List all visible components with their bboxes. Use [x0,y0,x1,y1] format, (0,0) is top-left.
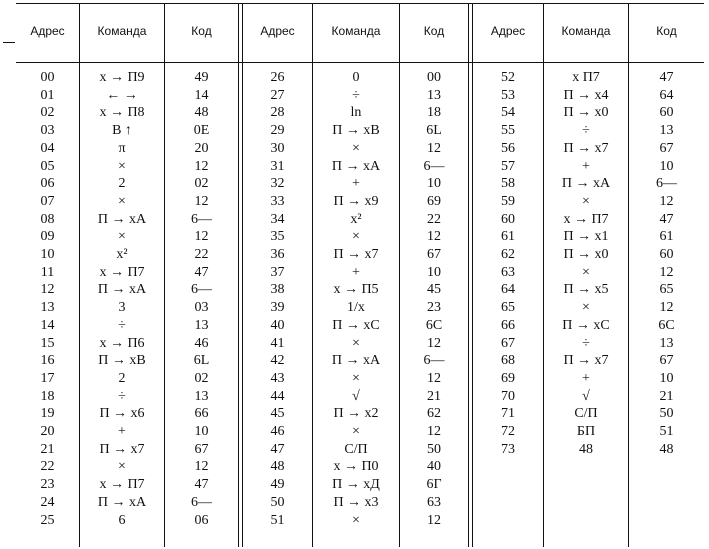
address-cell: 23 [40,477,55,493]
address-cell: 62 [501,247,515,262]
code-cell: 47 [194,477,209,493]
command-cell: БП [576,424,596,439]
code-cell: 12 [659,264,674,280]
command-cell: П → x1 [563,229,609,245]
address-cell: 70 [501,388,515,404]
command-cell: П → xB [98,353,146,369]
code-cell: 6C [658,317,675,333]
code-cell: 12 [659,300,674,316]
command-cell: П → xB [332,123,380,139]
code-cell: 12 [427,335,441,351]
code-cell: 61 [659,229,674,245]
code-cell: 10 [194,424,209,439]
code-cell: 14 [194,87,209,103]
command-cell: ← → [106,87,138,103]
address-cell: 01 [40,87,55,103]
command-cell: × [352,335,360,351]
code-cell: 12 [659,193,674,209]
address-cell: 73 [501,441,515,457]
code-cell: 6— [191,282,212,298]
code-cell: 60 [659,247,674,262]
address-cell: 03 [40,123,55,139]
command-cell: × [352,424,360,439]
command-cell: П → x7 [99,441,145,457]
code-cell: 21 [427,388,441,404]
code-cell: 22 [194,247,209,262]
command-cell: П → x7 [563,353,609,369]
address-cell: 47 [270,441,285,457]
command-cell: × [352,140,360,156]
address-cell: 22 [40,459,55,475]
left-tick [3,42,15,43]
address-cell: 21 [40,441,55,457]
address-cell: 40 [270,317,285,333]
command-cell: × [118,158,126,174]
address-cell: 32 [270,176,285,192]
address-cell: 57 [501,158,515,174]
command-cell: π [118,140,126,156]
code-cell: 6L [193,353,210,369]
command-cell: × [118,229,126,245]
command-cell: √ [352,388,360,404]
code-cell: 6— [423,158,445,174]
address-cell: 59 [501,193,515,209]
code-cell: 06 [194,512,209,528]
address-cell: 69 [501,370,515,386]
code-cell: 23 [427,300,441,316]
code-cell: 63 [427,494,441,510]
code-cell: 12 [194,158,209,174]
address-cell: 67 [501,335,515,351]
address-cell: 50 [270,494,285,510]
code-cell: 6— [191,494,212,510]
code-cell: 13 [194,317,209,333]
address-cell: 05 [40,158,55,174]
command-cell: x → П7 [99,477,145,493]
header-command: Команда [561,24,611,38]
command-cell: × [352,370,360,386]
code-cell: 6C [425,317,443,333]
command-cell: x² [116,247,128,262]
command-cell: 2 [118,370,126,386]
address-cell: 35 [270,229,285,245]
command-cell: П → xA [331,353,381,369]
code-cell: 48 [659,441,674,457]
address-cell: 02 [40,105,55,121]
address-cell: 04 [40,140,55,156]
address-cell: 37 [270,264,285,280]
command-cell: П → x0 [563,247,609,262]
command-cell: П → xA [331,158,381,174]
code-cell: 12 [194,229,209,245]
address-cell: 55 [501,123,515,139]
command-cell: + [352,264,360,280]
code-cell: 12 [427,370,441,386]
code-cell: 13 [659,123,674,139]
header-code: Код [656,24,677,38]
code-cell: 12 [194,193,209,209]
address-cell: 56 [501,140,515,156]
code-cell: 12 [427,140,441,156]
command-cell: x → П7 [99,264,145,280]
address-cell: 41 [270,335,285,351]
command-cell: П → xA [97,282,147,298]
address-cell: 28 [270,105,285,121]
group-rule [468,3,469,547]
command-cell: П → x5 [563,282,609,298]
command-cell: С/П [344,441,368,457]
code-cell: 67 [659,353,674,369]
address-cell: 19 [40,406,55,422]
command-cell: × [352,512,360,528]
address-cell: 71 [501,406,515,422]
code-cell: 12 [427,512,441,528]
code-cell: 64 [659,87,674,103]
address-cell: 42 [270,353,285,369]
code-cell: 50 [659,406,674,422]
command-cell: ÷ [118,317,126,333]
code-cell: 12 [427,424,441,439]
address-cell: 61 [501,229,515,245]
address-cell: 54 [501,105,515,121]
header-code: Код [423,24,445,38]
address-cell: 44 [270,388,285,404]
code-cell: 45 [427,282,441,298]
address-cell: 25 [40,512,55,528]
address-cell: 17 [40,370,55,386]
address-cell: 08 [40,211,55,227]
header-command: Команда [331,24,381,38]
address-cell: 24 [40,494,55,510]
code-cell: 0E [193,123,210,139]
code-cell: 6— [423,353,445,369]
address-cell: 46 [270,424,285,439]
command-cell: П → x2 [333,406,379,422]
code-cell: 6L [426,123,442,139]
code-cell: 12 [194,459,209,475]
command-cell: x → П7 [563,211,609,227]
code-cell: 60 [659,105,674,121]
command-cell: П → xA [97,211,147,227]
address-cell: 63 [501,264,515,280]
code-cell: 6Г [426,477,442,493]
command-cell: С/П [574,406,598,422]
command-cell: П → x7 [333,247,379,262]
command-cell: 2 [118,176,126,192]
header-address: Адрес [260,24,295,38]
code-cell: 46 [194,335,209,351]
command-cell: ÷ [582,335,590,351]
code-cell: 47 [659,211,674,227]
address-cell: 30 [270,140,285,156]
address-cell: 58 [501,176,515,192]
header-code: Код [191,24,212,38]
header-address: Адрес [30,24,65,38]
address-cell: 64 [501,282,515,298]
address-cell: 10 [40,247,55,262]
command-cell: + [352,176,360,192]
code-cell: 67 [659,140,674,156]
code-cell: 10 [659,158,674,174]
command-cell: x П7 [572,70,600,85]
address-cell: 52 [501,70,515,85]
header-rule [16,62,704,63]
address-cell: 00 [40,70,55,85]
command-cell: П → x0 [563,105,609,121]
code-cell: 20 [194,140,209,156]
code-cell: 6— [656,176,677,192]
header-address: Адрес [490,24,526,38]
address-cell: 60 [501,211,515,227]
command-cell: x → П6 [99,335,145,351]
command-cell: 6 [118,512,126,528]
command-cell: x → П5 [333,282,379,298]
address-cell: 43 [270,370,285,386]
code-cell: 13 [194,388,209,404]
command-cell: 1/x [347,300,365,316]
group-rule [238,3,239,547]
command-cell: П → x3 [333,494,379,510]
address-cell: 38 [270,282,285,298]
command-cell: П → xA [561,176,611,192]
address-cell: 06 [40,176,55,192]
address-cell: 39 [270,300,285,316]
address-cell: 20 [40,424,55,439]
address-cell: 26 [270,70,285,85]
command-cell: + [118,424,126,439]
code-cell: 13 [659,335,674,351]
address-cell: 14 [40,317,55,333]
command-cell: П → xД [332,477,380,493]
command-cell: ln [350,105,362,121]
address-cell: 72 [501,424,515,439]
code-cell: 66 [194,406,209,422]
command-cell: × [582,300,590,316]
command-cell: П → xC [562,317,610,333]
code-cell: 10 [427,264,441,280]
address-cell: 31 [270,158,285,174]
top-rule [16,3,704,4]
code-cell: 67 [427,247,441,262]
code-cell: 18 [427,105,441,121]
code-cell: 02 [194,176,209,192]
code-cell: 21 [659,388,674,404]
command-cell: 0 [352,70,360,85]
command-cell: П → x6 [99,406,145,422]
code-cell: 47 [194,264,209,280]
code-cell: 13 [427,87,441,103]
command-cell: √ [582,388,590,404]
command-cell: + [582,370,590,386]
command-cell: П → x7 [563,140,609,156]
address-cell: 65 [501,300,515,316]
code-cell: 49 [194,70,209,85]
address-cell: 34 [270,211,285,227]
command-cell: ÷ [118,388,126,404]
command-cell: × [118,459,126,475]
command-cell: × [118,193,126,209]
command-cell: + [582,158,590,174]
code-cell: 51 [659,424,674,439]
command-cell: 3 [118,300,126,316]
command-cell: × [582,264,590,280]
command-cell: В ↑ [112,123,132,139]
code-cell: 69 [427,193,441,209]
command-cell: 48 [579,441,593,457]
code-cell: 03 [194,300,209,316]
command-cell: x → П0 [333,459,379,475]
command-cell: × [352,229,360,245]
command-cell: П → xA [97,494,147,510]
code-cell: 50 [427,441,441,457]
code-cell: 10 [659,370,674,386]
address-cell: 07 [40,193,55,209]
code-cell: 12 [427,229,441,245]
command-cell: x² [350,211,362,227]
address-cell: 66 [501,317,515,333]
command-cell: ÷ [582,123,590,139]
command-cell: П → x4 [563,87,609,103]
command-cell: П → x9 [333,193,379,209]
code-cell: 6— [191,211,212,227]
code-cell: 02 [194,370,209,386]
address-cell: 16 [40,353,55,369]
address-cell: 48 [270,459,285,475]
code-cell: 67 [194,441,209,457]
command-cell: ÷ [352,87,360,103]
command-cell: x → П9 [99,70,145,85]
address-cell: 11 [40,264,55,280]
address-cell: 29 [270,123,285,139]
address-cell: 09 [40,229,55,245]
command-cell: П → xC [332,317,380,333]
address-cell: 18 [40,388,55,404]
code-cell: 10 [427,176,441,192]
address-cell: 53 [501,87,515,103]
address-cell: 68 [501,353,515,369]
code-cell: 47 [659,70,674,85]
address-cell: 51 [270,512,285,528]
code-cell: 22 [427,211,441,227]
code-cell: 40 [427,459,441,475]
address-cell: 49 [270,477,285,493]
code-cell: 48 [194,105,209,121]
command-cell: × [582,193,590,209]
address-cell: 15 [40,335,55,351]
address-cell: 13 [40,300,55,316]
command-cell: x → П8 [99,105,145,121]
address-cell: 12 [40,282,55,298]
header-command: Команда [97,24,147,38]
address-cell: 36 [270,247,285,262]
address-cell: 33 [270,193,285,209]
code-cell: 00 [427,70,441,85]
address-cell: 27 [270,87,285,103]
address-cell: 45 [270,406,285,422]
code-cell: 65 [659,282,674,298]
code-cell: 62 [427,406,441,422]
